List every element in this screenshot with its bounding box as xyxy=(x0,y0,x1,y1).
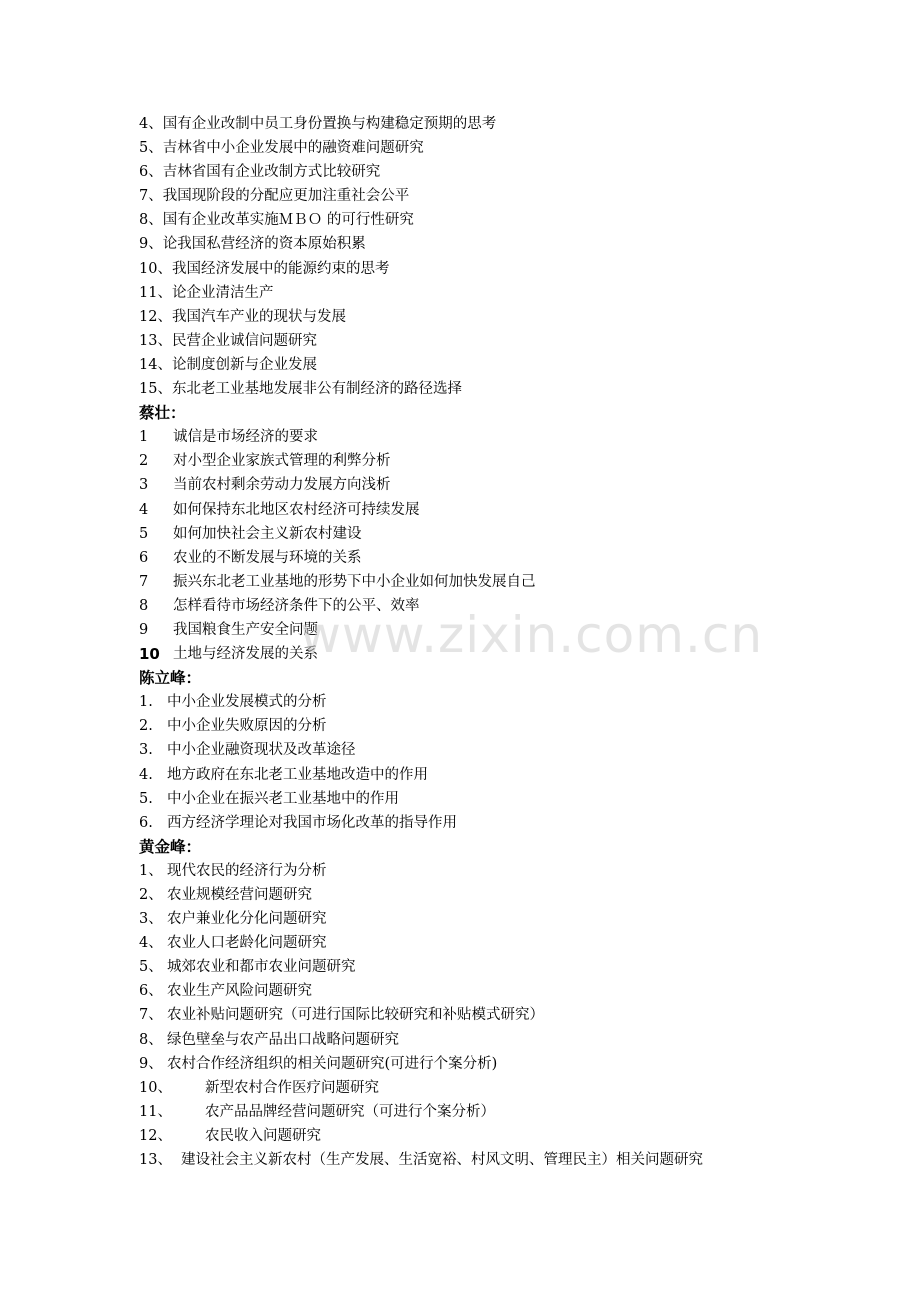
list-item: 10、 我国经济发展中的能源约束的思考 xyxy=(139,260,390,277)
watermark: www.zixin.com.cn xyxy=(300,606,764,664)
topic-list-cai-zhuang xyxy=(139,401,839,666)
section-heading: 蔡壮： xyxy=(139,404,186,423)
list-item: 6、 农业生产风险问题研究 xyxy=(139,983,312,1000)
list-item: 8、 国有企业改革实施ＭＢＯ 的可行性研究 xyxy=(139,212,414,229)
list-item: 3. 中小企业融资现状及改革途径 xyxy=(139,742,356,759)
list-item: 9、 农村合作经济组织的相关问题研究(可进行个案分析) xyxy=(139,1055,498,1072)
list-item: 12、 我国汽车产业的现状与发展 xyxy=(139,308,346,325)
list-item: 11、 论企业清洁生产 xyxy=(139,284,274,301)
list-item: 9 我国粮食生产安全问题 xyxy=(139,621,318,638)
list-item: 3、 农户兼业化分化问题研究 xyxy=(139,911,327,928)
list-item: 2 对小型企业家族式管理的利弊分析 xyxy=(139,453,391,470)
topic-list-huang-jinfeng xyxy=(139,835,839,1172)
list-item: 5、 吉林省中小企业发展中的融资难问题研究 xyxy=(139,140,424,157)
list-item: 7、 农业补贴问题研究（可进行国际比较研究和补贴模式研究） xyxy=(139,1007,544,1024)
list-item: 7 振兴东北老工业基地的形势下中小企业如何加快发展自己 xyxy=(139,573,536,590)
document-body xyxy=(139,112,839,1172)
section-heading: 陈立峰： xyxy=(139,669,202,688)
list-item: 1. 中小企业发展模式的分析 xyxy=(139,694,327,711)
list-item: 9、 论我国私营经济的资本原始积累 xyxy=(139,236,366,253)
list-item: 13、 建设社会主义新农村（生产发展、生活宽裕、村风文明、管理民主）相关问题研究 xyxy=(139,1152,703,1169)
topic-list-unnamed xyxy=(139,112,839,401)
list-item: 3 当前农村剩余劳动力发展方向浅析 xyxy=(139,477,391,494)
list-item: 5、 城郊农业和都市农业问题研究 xyxy=(139,959,356,976)
list-item: 8、 绿色壁垒与农产品出口战略问题研究 xyxy=(139,1031,399,1048)
list-item: 4. 地方政府在东北老工业基地改造中的作用 xyxy=(139,766,428,783)
list-item: 10、 新型农村合作医疗问题研究 xyxy=(139,1079,379,1096)
list-item: 6、 吉林省国有企业改制方式比较研究 xyxy=(139,164,381,181)
section-heading: 黄金峰： xyxy=(139,837,202,856)
list-item: 4、 农业人口老龄化问题研究 xyxy=(139,935,327,952)
list-item: 2. 中小企业失败原因的分析 xyxy=(139,718,327,735)
list-item: 11、 农产品品牌经营问题研究（可进行个案分析） xyxy=(139,1103,495,1120)
list-item: 7、 我国现阶段的分配应更加注重社会公平 xyxy=(139,188,410,205)
list-item: 6 农业的不断发展与环境的关系 xyxy=(139,549,362,566)
list-item: 5 如何加快社会主义新农村建设 xyxy=(139,525,362,542)
list-item: 15、 东北老工业基地发展非公有制经济的路径选择 xyxy=(139,381,462,398)
list-item: 13、 民营企业诚信问题研究 xyxy=(139,332,317,349)
list-item: 1、 现代农民的经济行为分析 xyxy=(139,862,327,879)
topic-list-chen-lifeng xyxy=(139,666,839,835)
list-item: 5. 中小企业在振兴老工业基地中的作用 xyxy=(139,790,399,807)
list-item: 6. 西方经济学理论对我国市场化改革的指导作用 xyxy=(139,814,457,831)
list-item: 14、 论制度创新与企业发展 xyxy=(139,356,317,373)
list-item: 4 如何保持东北地区农村经济可持续发展 xyxy=(139,501,420,518)
list-item: 8 怎样看待市场经济条件下的公平、效率 xyxy=(139,597,420,614)
list-item: 4、 国有企业改制中员工身份置换与构建稳定预期的思考 xyxy=(139,116,497,132)
list-item: 10 土地与经济发展的关系 xyxy=(139,645,318,664)
list-item: 12、 农民收入问题研究 xyxy=(139,1127,321,1144)
list-item: 1 诚信是市场经济的要求 xyxy=(139,429,318,446)
list-item: 2、 农业规模经营问题研究 xyxy=(139,887,312,903)
